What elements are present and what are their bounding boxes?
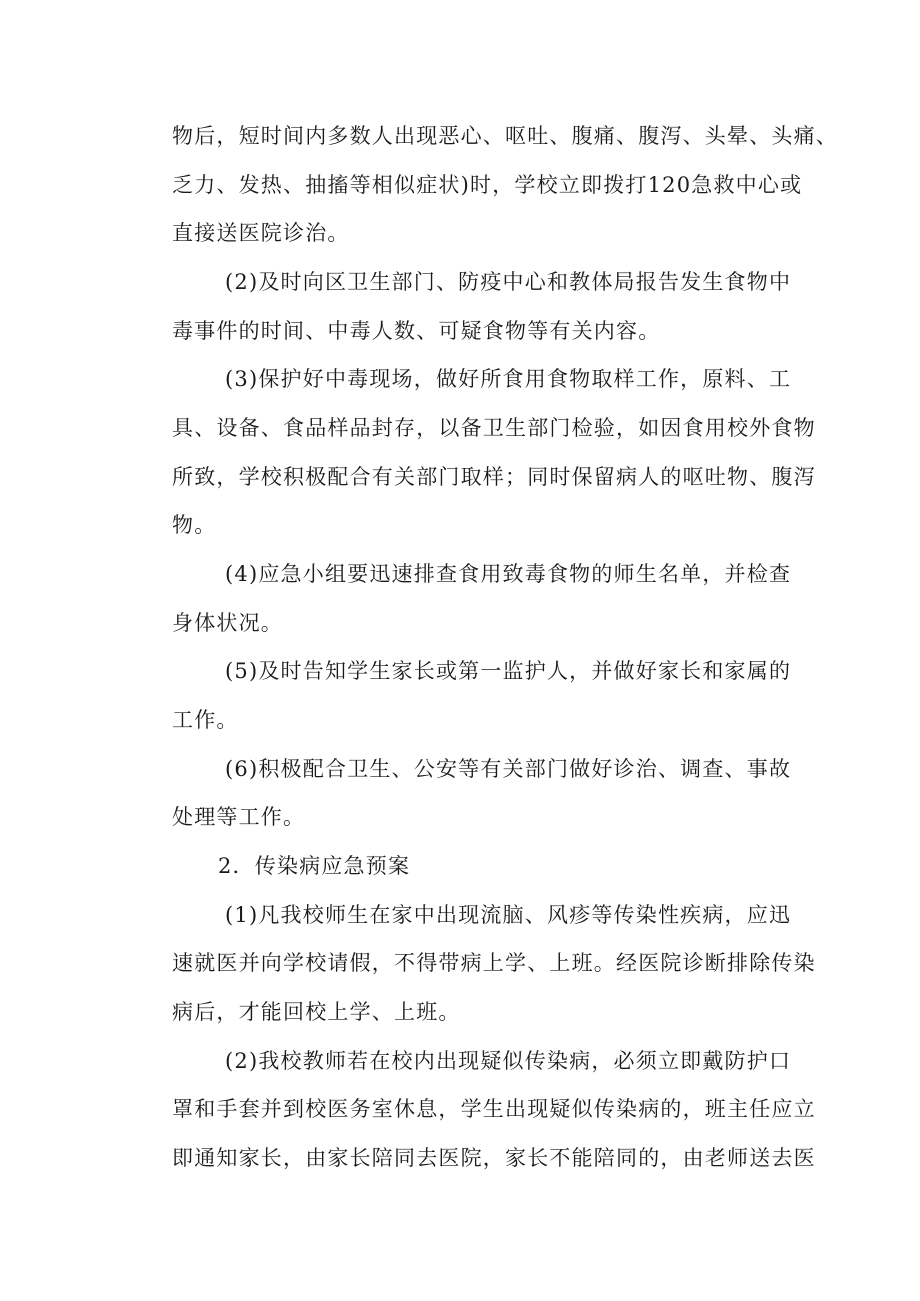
text-line: (2)及时向区卫生部门、防疫中心和教体局报告发生食物中 — [225, 270, 792, 294]
text-line: (6)积极配合卫生、公安等有关部门做好诊治、调查、事故 — [225, 757, 792, 781]
text-line: 毒事件的时间、中毒人数、可疑食物等有关内容。 — [172, 319, 661, 343]
text-line: 速就医并向学校请假，不得带病上学、上班。经医院诊断排除传染 — [172, 951, 816, 975]
text-line: 物后，短时间内多数人出现恶心、呕吐、腹痛、腹泻、头晕、头痛、 — [172, 124, 838, 148]
text-line: 具、设备、食品样品封存，以备卫生部门检验，如因食用校外食物 — [172, 416, 816, 440]
text-line: 处理等工作。 — [172, 805, 306, 829]
text-line: 直接送医院诊治。 — [172, 221, 350, 245]
text-line: (4)应急小组要迅速排查食用致毒食物的师生名单，并检查 — [225, 562, 792, 586]
text-line: (3)保护好中毒现场，做好所食用食物取样工作，原料、工 — [225, 367, 792, 391]
text-line: 物。 — [172, 513, 217, 537]
text-line: 乏力、发热、抽搐等相似症状)时，学校立即拨打120急救中心或 — [172, 173, 803, 197]
text-line: 即通知家长，由家长陪同去医院，家长不能陪同的，由老师送去医 — [172, 1146, 816, 1170]
text-line: (5)及时告知学生家长或第一监护人，并做好家长和家属的 — [225, 659, 792, 683]
text-line: 所致，学校积极配合有关部门取样；同时保留病人的呕吐物、腹泻 — [172, 465, 816, 489]
text-line: 工作。 — [172, 708, 239, 732]
text-line: 病后，才能回校上学、上班。 — [172, 1000, 461, 1024]
section-heading: 2．传染病应急预案 — [218, 854, 411, 878]
text-line: (2)我校教师若在校内出现疑似传染病，必须立即戴防护口 — [225, 1049, 792, 1073]
text-line: 身体状况。 — [172, 611, 283, 635]
text-line: 罩和手套并到校医务室休息，学生出现疑似传染病的，班主任应立 — [172, 1097, 816, 1121]
text-line: (1)凡我校师生在家中出现流脑、风疹等传染性疾病，应迅 — [225, 903, 792, 927]
